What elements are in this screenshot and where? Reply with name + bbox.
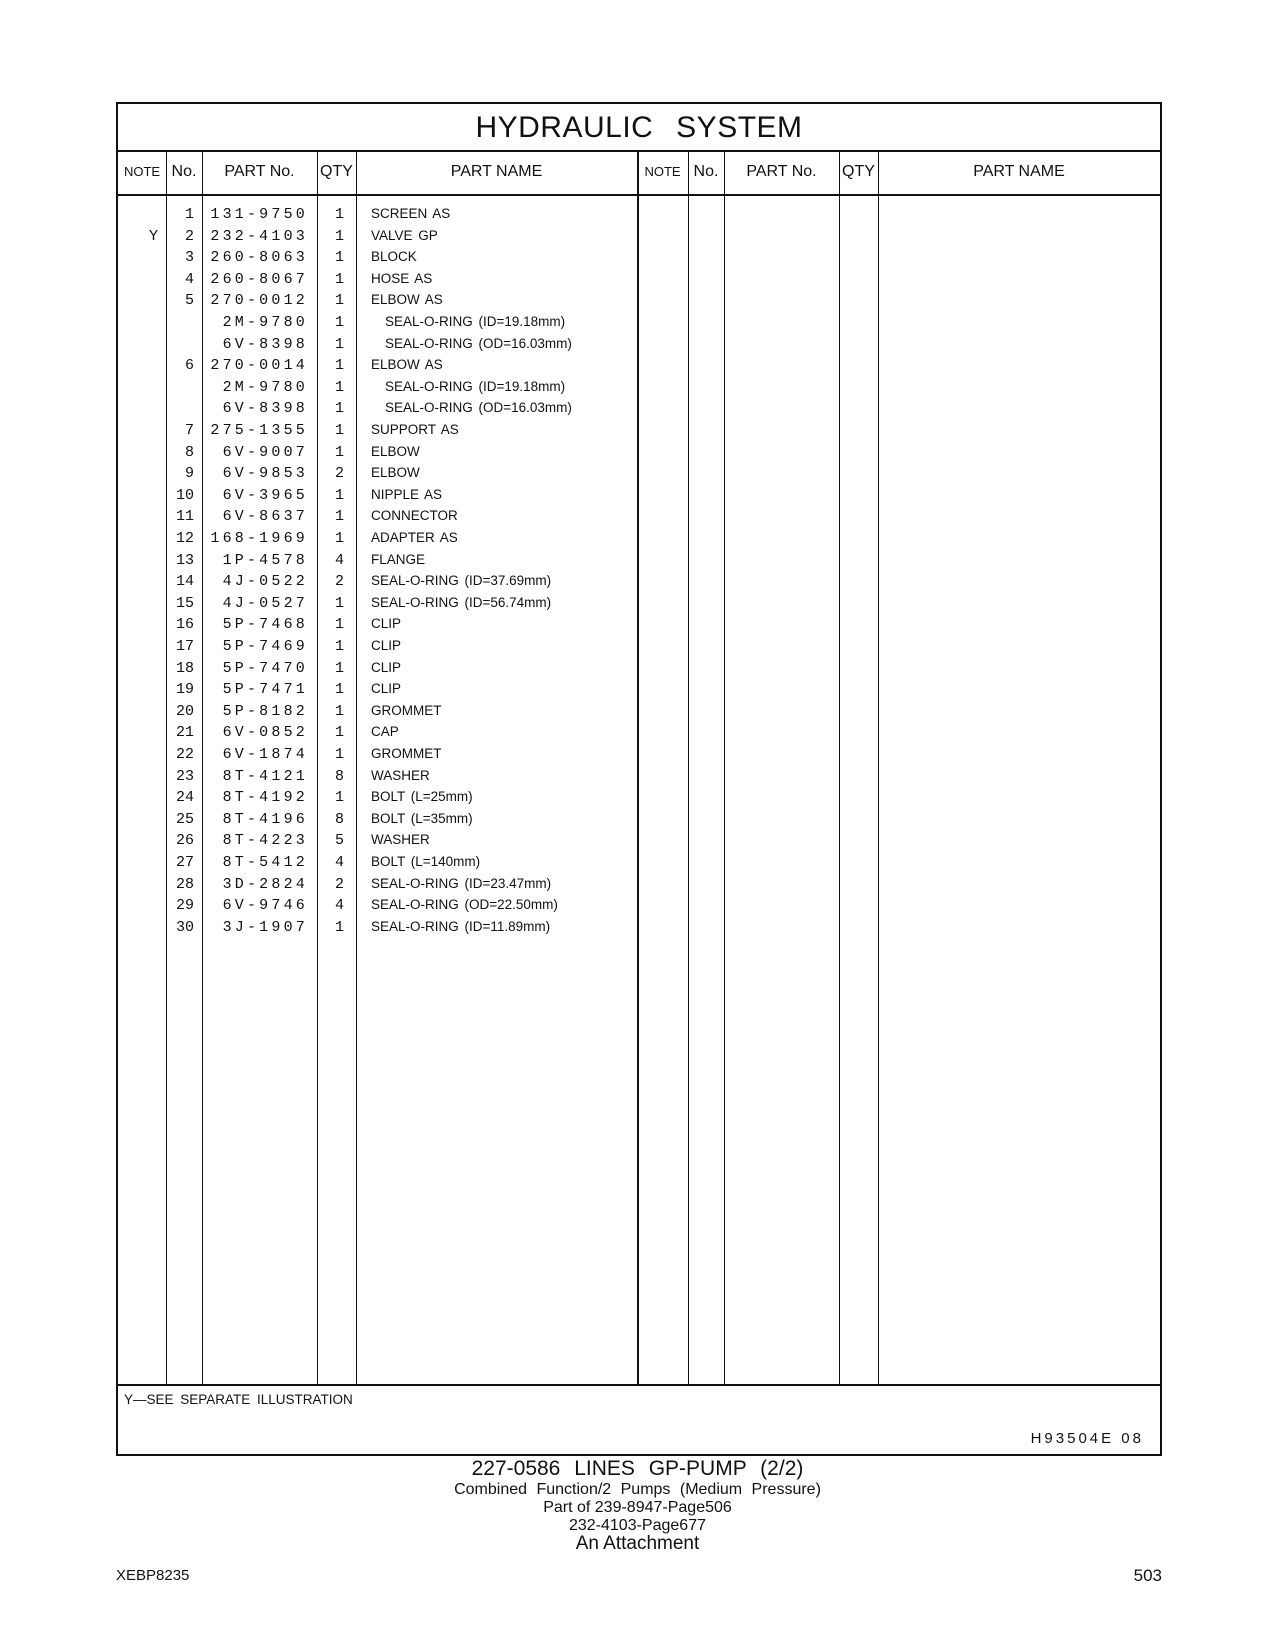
row-item-number: 24	[175, 789, 194, 807]
row-part-name: SEAL-O-RING (ID=23.47mm)	[371, 875, 552, 891]
row-quantity: 1	[334, 530, 344, 547]
row-part-name: SUPPORT AS	[371, 422, 459, 437]
row-item-number: 11	[175, 508, 194, 526]
row-item-number: 9	[184, 465, 194, 483]
header-no-right: No.	[693, 163, 719, 180]
row-part-number: 270-0014	[210, 357, 308, 375]
row-item-number: 17	[175, 638, 194, 655]
table-row	[118, 919, 638, 941]
table-row	[118, 768, 638, 790]
row-part-name: BOLT (L=25mm)	[371, 789, 473, 805]
row-item-number: 28	[175, 875, 194, 893]
row-part-name: BOLT (L=140mm)	[371, 854, 481, 869]
row-item-number: 14	[175, 573, 194, 591]
row-part-number: 5P-7470	[222, 659, 308, 677]
table-row	[118, 249, 638, 271]
row-part-number: 4J-0527	[222, 594, 308, 612]
table-row	[118, 595, 638, 617]
row-item-number: 23	[175, 767, 194, 785]
row-part-number: 5P-7468	[222, 616, 308, 634]
row-quantity: 1	[334, 357, 344, 375]
row-item-number: 30	[175, 918, 194, 936]
header-part-no-left: PART No.	[224, 163, 295, 180]
table-row	[118, 811, 638, 833]
table-row	[118, 357, 638, 379]
row-quantity: 1	[334, 616, 344, 634]
row-part-name: SCREEN AS	[371, 206, 451, 221]
row-part-name: CLIP	[371, 681, 402, 697]
section-title: HYDRAULIC SYSTEM	[118, 104, 1160, 152]
row-note: Y	[148, 227, 158, 245]
table-row	[118, 746, 638, 768]
row-item-number: 18	[175, 659, 194, 677]
header-note-right: NOTE	[644, 164, 681, 179]
row-part-name: SEAL-O-RING (OD=16.03mm)	[385, 400, 572, 416]
row-quantity: 1	[334, 486, 344, 504]
row-part-name: WASHER	[371, 832, 430, 848]
header-part-name-left: PART NAME	[450, 163, 543, 180]
row-item-number: 21	[175, 724, 194, 742]
table-row	[118, 336, 638, 358]
caption-part-of: Part of 239-8947-Page506	[543, 1499, 732, 1516]
parts-table-frame	[116, 102, 1162, 1456]
row-item-number: 22	[175, 746, 194, 763]
row-quantity: 1	[334, 594, 344, 612]
row-part-number: 168-1969	[210, 530, 308, 547]
row-quantity: 1	[334, 400, 344, 418]
row-quantity: 1	[334, 638, 344, 655]
table-row	[118, 271, 638, 293]
row-part-name: WASHER	[371, 767, 430, 783]
row-part-name: SEAL-O-RING (OD=22.50mm)	[371, 897, 558, 913]
row-quantity: 1	[334, 681, 344, 699]
row-part-name: SEAL-O-RING (OD=16.03mm)	[385, 335, 572, 351]
illustration-code: H93504E 08	[1030, 1430, 1144, 1447]
table-row	[118, 724, 638, 746]
table-row	[118, 314, 638, 336]
row-item-number: 13	[175, 551, 194, 569]
row-part-number: 8T-4223	[222, 832, 308, 850]
row-part-number: 8T-4121	[222, 767, 308, 785]
parts-list	[118, 194, 1160, 1486]
row-part-number: 3J-1907	[222, 918, 308, 936]
row-part-number: 6V-9007	[222, 443, 308, 461]
table-row	[118, 832, 638, 854]
row-part-number: 260-8063	[210, 249, 308, 267]
row-quantity: 1	[334, 789, 344, 807]
header-note-left: NOTE	[123, 164, 161, 179]
row-item-number: 19	[175, 681, 194, 699]
table-row	[118, 660, 638, 682]
row-part-name: VALVE GP	[371, 227, 438, 243]
row-part-name: ELBOW	[371, 443, 420, 459]
table-row	[118, 789, 638, 811]
row-item-number: 8	[184, 443, 194, 461]
row-part-name: FLANGE	[371, 551, 426, 567]
row-item-number: 7	[184, 422, 194, 439]
row-part-name: CONNECTOR	[371, 508, 458, 524]
table-row	[118, 854, 638, 876]
row-part-number: 5P-8182	[222, 702, 308, 720]
row-quantity: 4	[334, 897, 344, 915]
row-quantity: 1	[334, 270, 344, 288]
row-item-number: 26	[175, 832, 194, 850]
row-part-number: 8T-4196	[222, 810, 308, 828]
row-part-name: GROMMET	[371, 702, 442, 718]
row-part-name: BOLT (L=35mm)	[371, 810, 473, 826]
table-row	[118, 292, 638, 314]
row-part-number: 3D-2824	[222, 875, 308, 893]
row-quantity: 1	[334, 443, 344, 461]
row-quantity: 4	[334, 551, 344, 569]
row-part-name: CLIP	[371, 616, 402, 632]
row-item-number: 6	[184, 357, 194, 375]
row-part-name: CLIP	[371, 659, 402, 675]
row-part-name: BLOCK	[371, 249, 417, 265]
row-part-name: SEAL-O-RING (ID=11.89mm)	[371, 918, 551, 934]
row-part-number: 260-8067	[210, 270, 308, 288]
row-quantity: 1	[334, 659, 344, 677]
row-quantity: 1	[334, 227, 344, 245]
row-quantity: 1	[334, 378, 344, 396]
table-row	[118, 681, 638, 703]
table-row	[118, 206, 638, 228]
row-part-number: 6V-8398	[222, 400, 308, 418]
table-row	[118, 379, 638, 401]
table-footer	[118, 1384, 1160, 1458]
row-item-number: 5	[184, 292, 194, 310]
row-part-number: 6V-0852	[222, 724, 308, 742]
row-item-number: 15	[175, 594, 194, 612]
header-qty-right: QTY	[842, 163, 875, 180]
caption-attachment: An Attachment	[575, 1533, 700, 1554]
row-quantity: 1	[334, 702, 344, 720]
header-part-name-right: PART NAME	[973, 163, 1065, 180]
row-part-number: 6V-3965	[222, 486, 308, 504]
row-part-number: 6V-9746	[222, 897, 308, 915]
table-row	[118, 703, 638, 725]
table-row	[118, 465, 638, 487]
row-part-number: 2M-9780	[222, 314, 308, 331]
row-part-number: 8T-5412	[222, 854, 308, 871]
row-quantity: 2	[334, 875, 344, 893]
row-quantity: 1	[334, 918, 344, 936]
row-quantity: 8	[334, 767, 344, 785]
table-row	[118, 616, 638, 638]
row-part-name: ELBOW AS	[371, 292, 443, 308]
row-quantity: 1	[334, 724, 344, 742]
page-number: 503	[1133, 1566, 1162, 1585]
table-row	[118, 638, 638, 660]
table-row	[118, 487, 638, 509]
row-part-number: 232-4103	[210, 227, 308, 245]
row-item-number: 25	[175, 810, 194, 828]
row-part-name: GROMMET	[371, 746, 442, 761]
row-part-name: SEAL-O-RING (ID=56.74mm)	[371, 594, 552, 610]
row-part-number: 6V-8637	[222, 508, 308, 526]
table-row	[118, 573, 638, 595]
header-qty-left: QTY	[320, 163, 353, 180]
row-item-number: 2	[184, 227, 194, 245]
row-part-number: 6V-1874	[222, 746, 308, 763]
row-quantity: 1	[334, 508, 344, 526]
table-row	[118, 876, 638, 898]
row-quantity: 1	[334, 422, 344, 439]
row-part-number: 131-9750	[210, 206, 308, 223]
row-quantity: 2	[334, 573, 344, 591]
row-part-name: ELBOW	[371, 465, 420, 481]
row-part-name: CLIP	[371, 638, 402, 653]
row-quantity: 1	[334, 292, 344, 310]
table-row	[118, 897, 638, 919]
row-quantity: 1	[334, 746, 344, 763]
caption-subtitle: Combined Function/2 Pumps (Medium Pressure)	[454, 1481, 821, 1498]
table-row	[118, 508, 638, 530]
header-part-no-right: PART No.	[746, 163, 817, 180]
caption-reference: 232-4103-Page677	[568, 1517, 706, 1534]
table-row	[118, 552, 638, 574]
row-part-number: 275-1355	[210, 422, 308, 439]
row-part-number: 6V-8398	[222, 335, 308, 353]
row-quantity: 2	[334, 465, 344, 483]
row-item-number: 27	[175, 854, 194, 871]
row-item-number: 16	[175, 616, 194, 634]
row-part-number: 2M-9780	[222, 378, 308, 396]
table-row	[118, 228, 638, 250]
row-part-number: 1P-4578	[222, 551, 308, 569]
row-part-name: SEAL-O-RING (ID=37.69mm)	[371, 573, 552, 589]
row-part-name: ELBOW AS	[371, 357, 443, 373]
document-id: XEBP8235	[116, 1567, 190, 1584]
row-quantity: 5	[334, 832, 344, 850]
row-quantity: 1	[334, 249, 344, 267]
table-header	[118, 150, 1160, 196]
header-no-left: No.	[171, 163, 197, 180]
row-part-number: 4J-0522	[222, 573, 308, 591]
row-part-name: ADAPTER AS	[371, 530, 458, 545]
row-item-number: 20	[175, 702, 194, 720]
row-item-number: 4	[184, 270, 194, 288]
row-part-name: SEAL-O-RING (ID=19.18mm)	[385, 314, 566, 329]
row-part-number: 5P-7471	[222, 681, 308, 699]
table-row	[118, 422, 638, 444]
row-quantity: 1	[334, 314, 344, 331]
row-part-name: NIPPLE AS	[371, 486, 443, 502]
table-row	[118, 444, 638, 466]
row-part-number: 6V-9853	[222, 465, 308, 483]
row-item-number: 29	[175, 897, 194, 915]
table-row	[118, 400, 638, 422]
row-quantity: 1	[334, 206, 344, 223]
row-quantity: 8	[334, 810, 344, 828]
row-quantity: 1	[334, 335, 344, 353]
row-quantity: 4	[334, 854, 344, 871]
caption-title: 227-0586 LINES GP-PUMP (2/2)	[471, 1457, 804, 1480]
row-part-name: CAP	[371, 724, 399, 740]
table-row	[118, 530, 638, 552]
footnote: Y—SEE SEPARATE ILLUSTRATION	[124, 1392, 353, 1407]
row-part-name: SEAL-O-RING (ID=19.18mm)	[385, 378, 566, 394]
row-item-number: 12	[175, 530, 194, 547]
row-part-number: 270-0012	[210, 292, 308, 310]
row-part-number: 8T-4192	[222, 789, 308, 807]
row-item-number: 10	[175, 486, 194, 504]
row-item-number: 3	[184, 249, 194, 267]
row-part-number: 5P-7469	[222, 638, 308, 655]
row-item-number: 1	[184, 206, 194, 223]
row-part-name: HOSE AS	[371, 270, 433, 286]
